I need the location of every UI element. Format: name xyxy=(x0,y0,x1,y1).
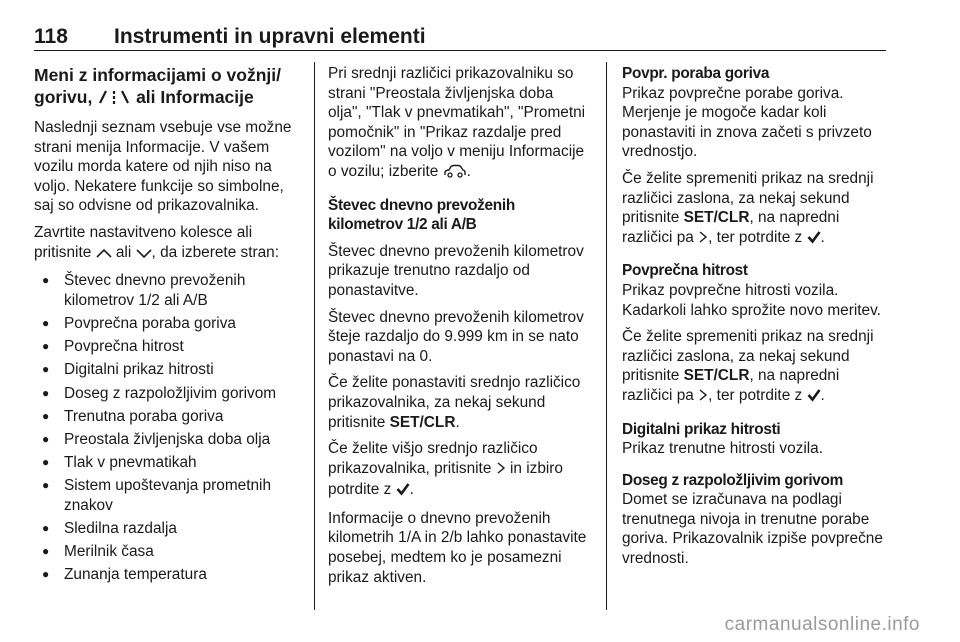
paragraph-text: , na napredni različici pa xyxy=(622,367,840,404)
watermark: carmanualsonline.info xyxy=(724,614,920,635)
page-title: Instrumenti in upravni elementi xyxy=(114,25,426,48)
column-1 xyxy=(34,64,302,589)
paragraph xyxy=(328,373,590,432)
instruction-part-1: Zavrtite nastavitveno kolesce ali pritisnite xyxy=(34,223,253,261)
paragraph: Števec dnevno prevoženih kilometrov prikazuje trenutno razdaljo od ponastavitve. xyxy=(328,242,584,299)
list-item: ● Sledilna razdalja xyxy=(34,519,302,539)
set-clr-label: SET/CLR xyxy=(683,367,750,385)
chevron-down-icon xyxy=(136,245,152,265)
subheading-avg-speed: Povprečna hitrost xyxy=(622,262,748,280)
chevron-right-icon xyxy=(698,230,708,250)
list-item: ● Zunanja temperatura xyxy=(34,565,302,585)
subheading-range: Doseg z razpoložljivim gorivom xyxy=(622,471,844,489)
chevron-right-icon xyxy=(698,388,708,408)
header-rule xyxy=(34,50,886,51)
paragraph-text: , ter potrdite z xyxy=(708,386,807,404)
car-icon xyxy=(443,164,467,184)
set-clr-label: SET/CLR xyxy=(683,209,750,227)
paragraph-text: Če želite spremeniti prikaz na srednji različici zaslona, za nekaj sekund pritisnite xyxy=(622,328,874,385)
column-3 xyxy=(622,64,886,576)
paragraph: Prikaz trenutne hitrosti vozila. xyxy=(622,440,824,458)
paragraph-text: , ter potrdite z xyxy=(708,228,807,246)
set-clr-label: SET/CLR xyxy=(389,413,456,431)
instruction-part-2: ali xyxy=(111,243,136,261)
section-heading xyxy=(34,64,302,110)
paragraph xyxy=(328,439,590,502)
subheading-digital-speed: Digitalni prikaz hitrosti xyxy=(622,420,781,438)
list-item: ● Preostala življenjska doba olja xyxy=(34,430,302,450)
chevron-up-icon xyxy=(96,245,112,265)
paragraph: Prikaz povprečne porabe goriva. Merjenje je mogoče kadar koli ponastaviti in znova začeti s privzeto vrednostjo. xyxy=(622,84,872,161)
check-icon xyxy=(807,388,821,408)
instruction-text xyxy=(34,223,302,264)
page-header xyxy=(34,25,886,53)
paragraph-text: Če želite ponastaviti srednjo različico prikazovalnika, za nekaj sekund pritisnite xyxy=(328,374,581,431)
list-item: ● Digitalni prikaz hitrosti xyxy=(34,360,302,380)
paragraph-text: in izbiro potrdite z xyxy=(328,459,563,499)
paragraph: Domet se izračunava na podlagi trenutnega nivoja in trenutne porabe goriva. Prikazovalnik izpiše povprečne vrednosti. xyxy=(622,491,883,568)
column-divider-2 xyxy=(606,62,607,610)
list-item: ● Doseg z razpoložljivim gorivom xyxy=(34,384,302,404)
paragraph-end: . xyxy=(409,481,414,499)
column-2 xyxy=(328,64,590,594)
page-number: 118 xyxy=(34,25,68,48)
paragraph xyxy=(622,169,886,249)
list-item: ● Števec dnevno prevoženih kilometrov 1/2 ali A/B xyxy=(34,271,302,310)
heading-text-2: ali Informacije xyxy=(131,87,254,107)
subheading-trip-odometer: Števec dnevno prevoženih kilometrov 1/2 ali A/B xyxy=(328,196,515,234)
paragraph: Števec dnevno prevoženih kilometrov šteje razdaljo do 9.999 km in se nato ponastavi na 0. xyxy=(328,308,584,365)
paragraph-end: . xyxy=(820,386,825,404)
column-divider-1 xyxy=(314,62,315,610)
paragraph-text: Pri srednji različici prikazovalniku so strani "Preostala življenjska doba olja", "Tlak v pnevmatikah", "Prometni pomočnik" in "Prikaz razdalje pred vozilom" na voljo v meniju Informacije o vozilu; izberite xyxy=(328,65,586,180)
paragraph-text: , na napredni različici pa xyxy=(622,209,840,246)
paragraph-end: . xyxy=(466,162,471,180)
check-icon xyxy=(396,482,410,502)
paragraph-text: Če želite spremeniti prikaz na srednji različici zaslona, za nekaj sekund pritisnite xyxy=(622,169,874,227)
list-item: ● Povprečna hitrost xyxy=(34,337,302,357)
list-item: ● Sistem upoštevanja prometnih znakov xyxy=(34,476,302,515)
paragraph-end: . xyxy=(820,228,825,246)
list-item: ● Tlak v pnevmatikah xyxy=(34,453,302,473)
chevron-right-icon xyxy=(496,461,506,481)
check-icon xyxy=(807,230,821,250)
paragraph xyxy=(328,64,590,184)
list-item: ● Povprečna poraba goriva xyxy=(34,314,302,334)
paragraph-end: . xyxy=(455,413,460,431)
paragraph-text: Če želite višjo srednjo različico prikazovalnika, pritisnite xyxy=(328,440,538,477)
list-item: ● Merilnik časa xyxy=(34,542,302,562)
paragraph: Prikaz povprečne hitrosti vozila. Kadarkoli lahko sprožite novo meritev. xyxy=(622,281,881,319)
list-item: ● Trenutna poraba goriva xyxy=(34,407,302,427)
subheading-avg-consumption: Povpr. poraba goriva xyxy=(622,65,770,82)
intro-text: Naslednji seznam vsebuje vse možne strani menija Informacije. V vašem vozilu morda katere od njih niso na voljo. Nekatere funkcije so simbolne, saj so odvisne od prikazovalnika. xyxy=(34,119,292,215)
road-icon xyxy=(97,88,131,110)
paragraph xyxy=(622,327,886,407)
paragraph: Informacije o dnevno prevoženih kilometrih 1/A in 2/b lahko ponastavite posebej, medtem ko je posamezni prikaz aktiven. xyxy=(328,509,587,586)
instruction-part-3: , da izberete stran: xyxy=(151,243,280,261)
info-page-list xyxy=(34,271,302,585)
heading-text-1: Meni z informacijami o vožnji/ gorivu, xyxy=(34,65,281,107)
